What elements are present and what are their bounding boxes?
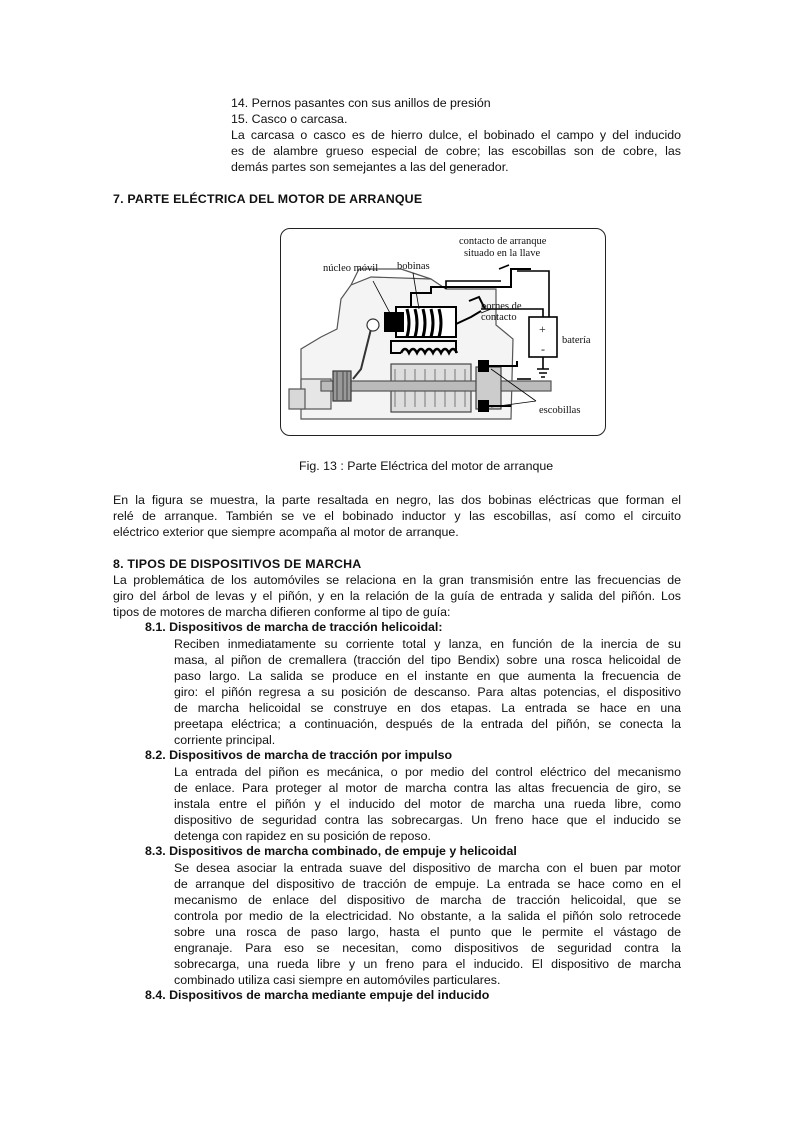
text-line: sobrecarga, una rueda libre y un freno para el inducido. El dispositivo de marcha [174, 957, 681, 971]
text-line: relé de arranque. También se ve el bobinado inductor y las escobillas, así como el circuito [113, 509, 681, 523]
text-line: controla por medio de la electricidad. No obstante, a la salida el piñón solo retrocede [174, 909, 681, 923]
text-line: engranaje. Para eso se necesitan, como dispositivos de seguridad contra la [174, 941, 681, 955]
text-line: demás partes son semejantes a las del generador. [231, 160, 509, 174]
text-line: giro: el piñón regresa a su posición de descanso. Para altas potencias, el dispositivo [174, 685, 681, 699]
subsection-8-1-heading: 8.1. Dispositivos de marcha de tracción helicoidal: [145, 620, 443, 634]
battery-plus-sign: + [539, 322, 546, 336]
text-line: La entrada del piñon es mecánica, o por medio del control eléctrico del mecanismo [174, 765, 681, 779]
text-line: preetapa eléctrica; a continuación, después de la entrada del piñón, se conecta la [174, 717, 681, 731]
text-line: mecanismo de enlace del dispositivo de marcha de tracción helicoidal, que se [174, 893, 681, 907]
section-8-heading: 8. TIPOS DE DISPOSITIVOS DE MARCHA [113, 557, 362, 571]
section-8-intro [113, 572, 681, 620]
text-line: de enlace. Para proteger al motor de marcha contra las altas frecuencia de giro, se [174, 781, 681, 795]
text-line: sobre una rosca de paso largo, hasta el punto que le permite el vástago de [174, 925, 681, 939]
text-line: La problemática de los automóviles se relaciona en la gran transmisión entre las frecuencias de [113, 573, 681, 587]
text-line: dispositivo de seguridad contra las sobrecargas. Un freno hace que el inducido se [174, 813, 681, 827]
subsection-8-3-body [174, 860, 681, 988]
text-line: instala entre el piñón y el inducido del motor de marcha una rueda libre, como [174, 797, 681, 811]
starter-motor-figure [280, 228, 606, 436]
fig-label-escobillas: escobillas [539, 405, 581, 416]
battery-minus-sign: - [541, 342, 545, 356]
figure-description-paragraph [113, 492, 681, 540]
subsection-8-2-body [174, 764, 681, 844]
text-line: de arranque del dispositivo de tracción de empuje. La entrada se hace como en el [174, 877, 681, 891]
text-line: detenga con rapidez en su posición de reposo. [174, 829, 431, 843]
figure-caption: Fig. 13 : Parte Eléctrica del motor de arranque [299, 459, 554, 473]
fig-label-contacto-1: contacto de arranque [459, 236, 547, 247]
fig-label-nucleo: núcleo móvil [323, 263, 379, 274]
section-7-heading: 7. PARTE ELÉCTRICA DEL MOTOR DE ARRANQUE [113, 192, 423, 206]
text-line: La carcasa o casco es de hierro dulce, el bobinado el campo y del inducido [231, 128, 681, 142]
subsection-8-3-heading: 8.3. Dispositivos de marcha combinado, de empuje y helicoidal [145, 844, 517, 858]
text-line: eléctrico exterior que siempre acompaña al motor de arranque. [113, 525, 459, 539]
text-line: de marcha helicoidal se construye en dos etapas. La entrada se hace en una [174, 701, 681, 715]
carcasa-paragraph [231, 127, 681, 175]
list-item-14: 14. Pernos pasantes con sus anillos de presión [231, 96, 491, 110]
fig-label-bornes-2: contacto [481, 312, 517, 323]
subsection-8-2-heading: 8.2. Dispositivos de marcha de tracción por impulso [145, 748, 453, 762]
text-line: masa, al piñon de cremallera (tracción del tipo Bendix) sobre una rosca helicoidal de [174, 653, 681, 667]
text-line: En la figura se muestra, la parte resaltada en negro, las dos bobinas eléctricas que forman el [113, 493, 681, 507]
fig-label-bobinas: bobinas [397, 261, 430, 272]
text-line: Reciben inmediatamente su corriente total y lanza, en función de la inercia de su [174, 637, 681, 651]
fig-label-bateria: batería [562, 335, 591, 346]
fig-label-contacto-2: situado en la llave [464, 248, 541, 259]
list-item-15: 15. Casco o carcasa. [231, 112, 348, 126]
text-line: corriente principal. [174, 733, 276, 747]
fig-label-bornes-1: bornes de [481, 301, 522, 312]
text-line: combinado utiliza casi siempre en automóviles particulares. [174, 973, 501, 987]
subsection-8-4-heading: 8.4. Dispositivos de marcha mediante empuje del inducido [145, 988, 490, 1002]
subsection-8-1-body [174, 636, 681, 748]
text-line: paso largo. La salida se produce en el instante en que aumenta la frecuencia de [174, 669, 681, 683]
text-line: Se desea asociar la entrada suave del dispositivo de marcha con el buen par motor [174, 861, 681, 875]
text-line: es de alambre grueso especial de cobre; las escobillas son de cobre, las [231, 144, 681, 158]
text-line: tipos de motores de marcha difieren conforme al tipo de guía: [113, 605, 451, 619]
text-line: giro del árbol de levas y el piñón, y en la relación de la guía de entrada y salida del piñón. Los [113, 589, 681, 603]
